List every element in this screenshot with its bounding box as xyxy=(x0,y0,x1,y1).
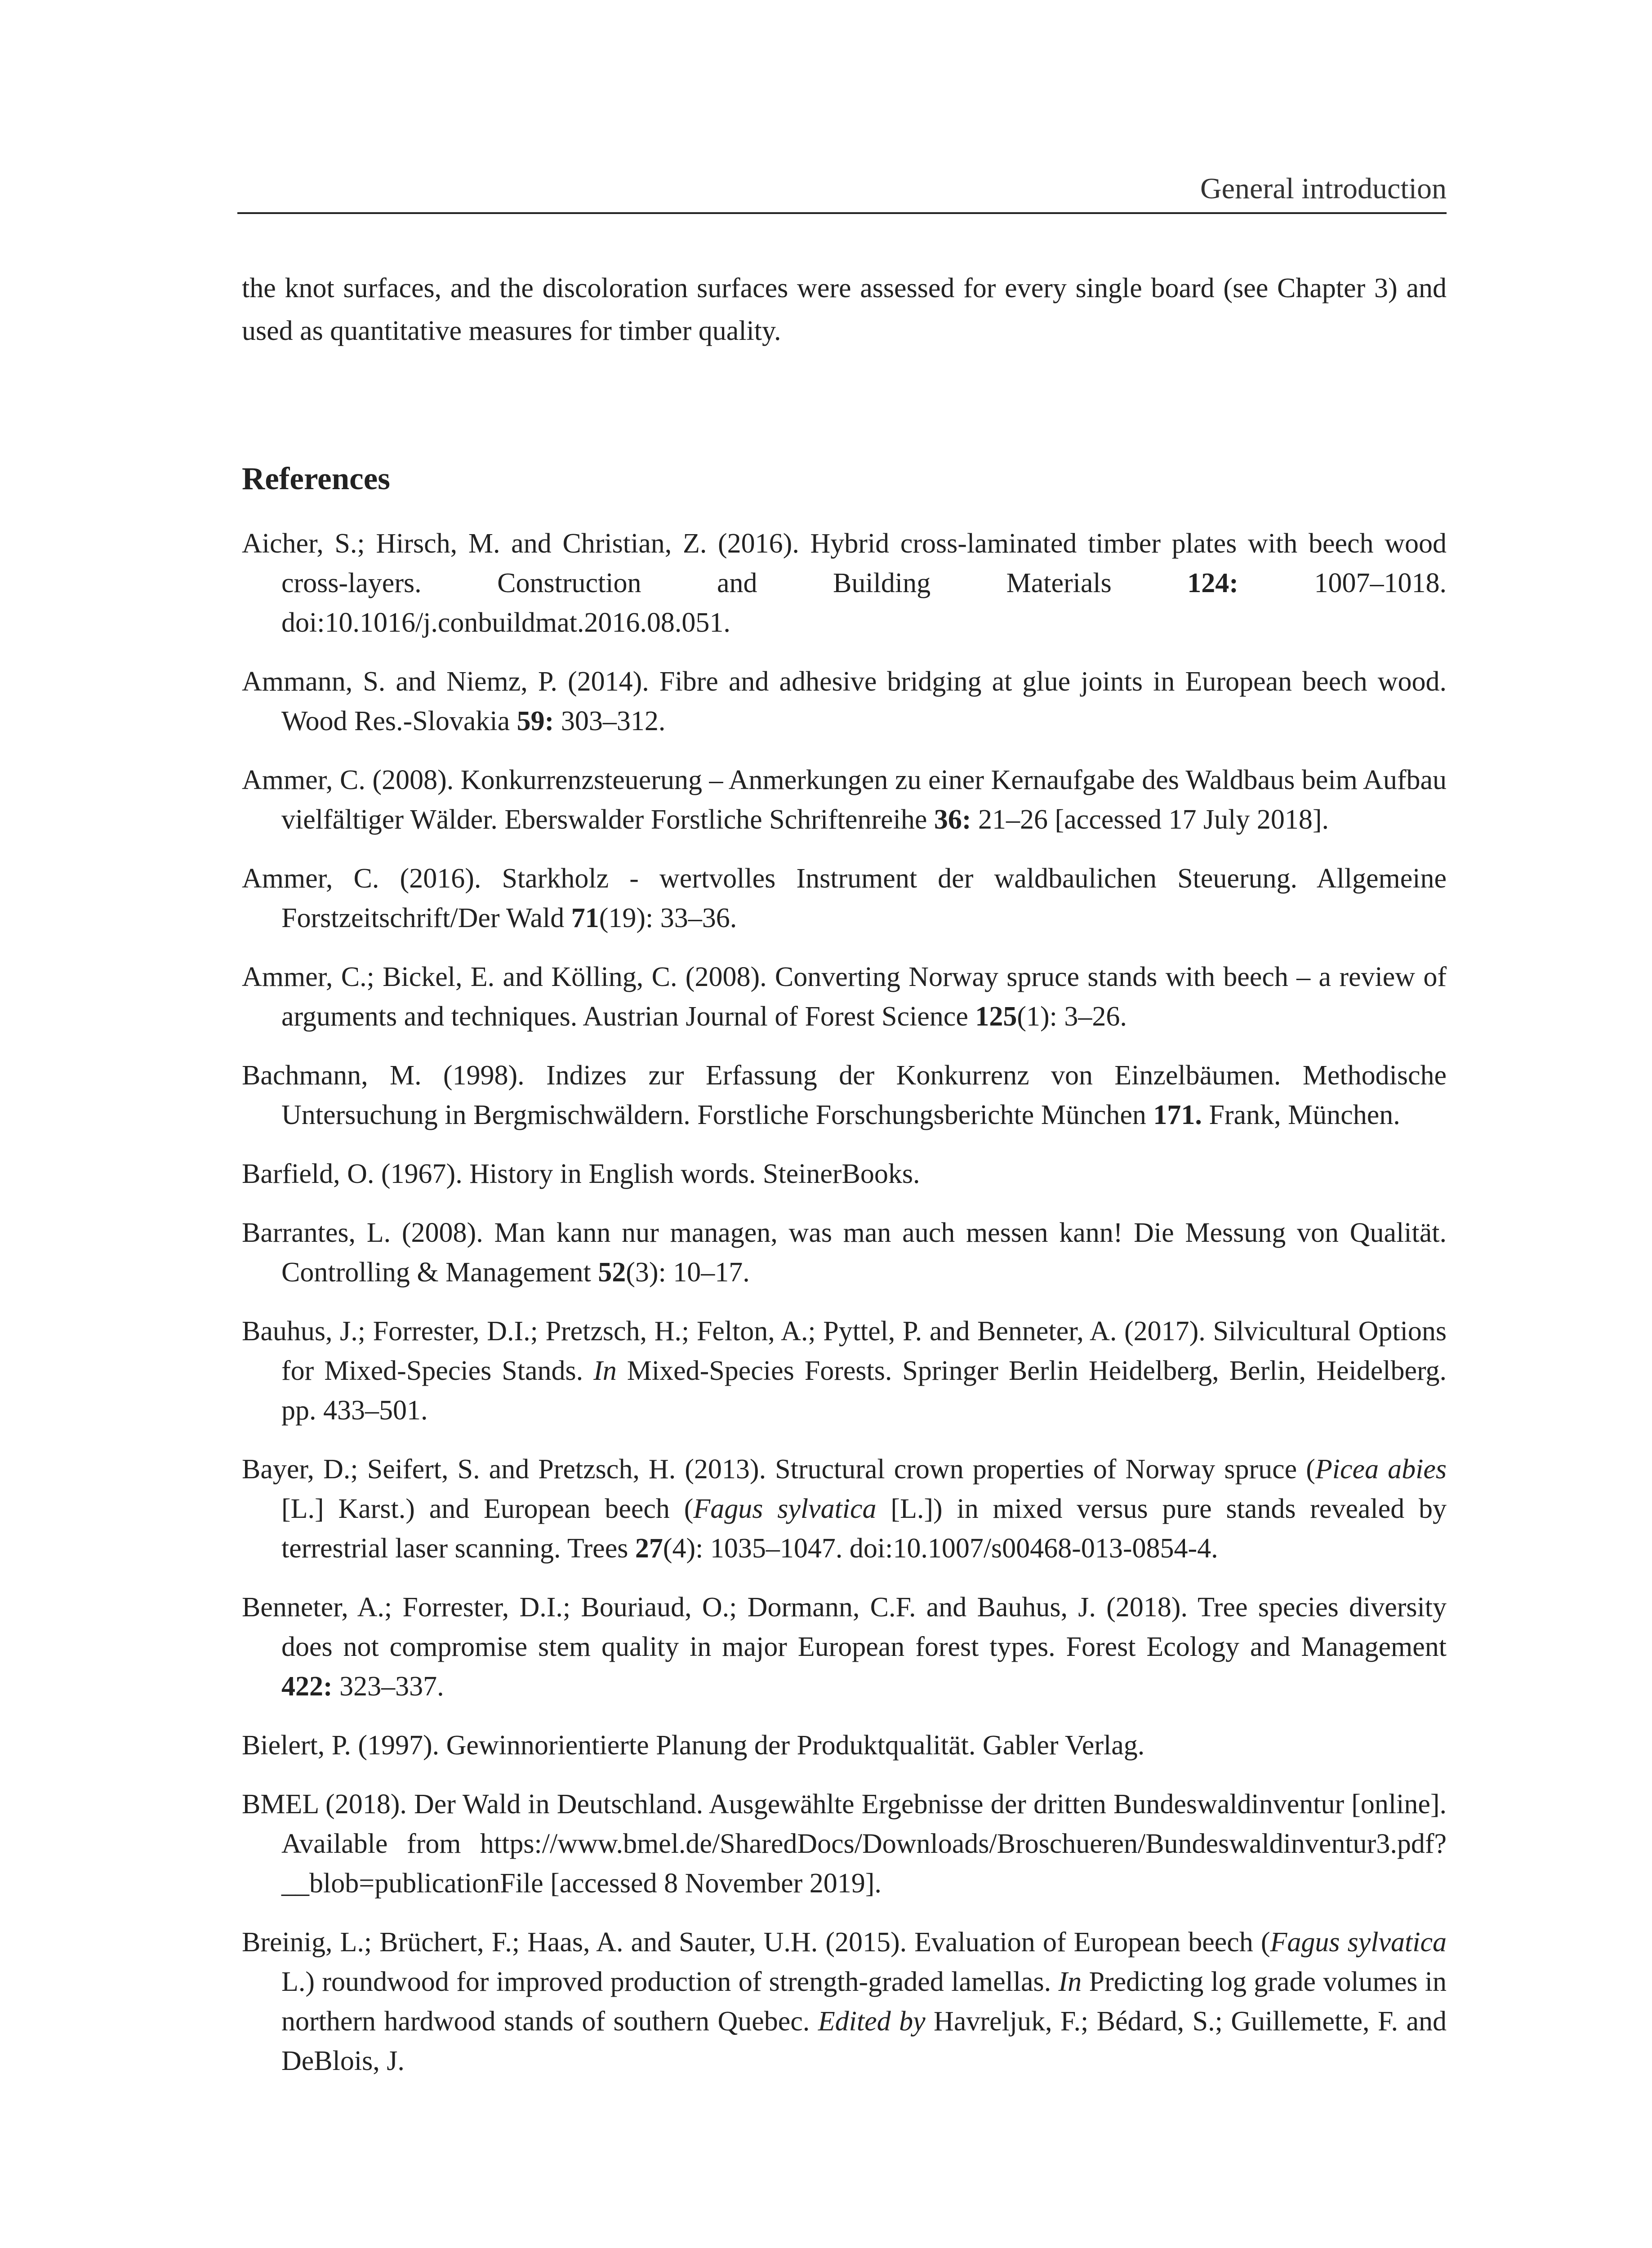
reference-text: Ammann, S. and Niemz, P. (2014). Fibre and adhesive bridging at glue joints in European beech wood. Wood Res.-Slovakia xyxy=(242,666,1447,736)
reference-text: Bielert, P. (1997). Gewinnorientierte Planung der Produktqualität. Gabler Verlag. xyxy=(242,1730,1145,1761)
reference-text: Ammer, C. (2008). Konkurrenzsteuerung – Anmerkungen zu einer Kernaufgabe des Waldbaus beim Aufbau vielfältiger Wälder. Eberswalder Forstliche Schriftenreihe xyxy=(242,765,1447,835)
reference-text: Bachmann, M. (1998). Indizes zur Erfassung der Konkurrenz von Einzelbäumen. Methodische Untersuchung in Bergmischwäldern. Forstliche Forschungsberichte München xyxy=(242,1060,1447,1130)
reference-volume: 422: xyxy=(281,1671,333,1702)
intro-paragraph: the knot surfaces, and the discoloration surfaces were assessed for every single board (see Chapter 3) and used as quantitative measures for timber quality. xyxy=(242,273,1447,346)
header-rule xyxy=(237,212,1447,214)
reference-text: Bauhus, J.; Forrester, D.I.; Pretzsch, H.; Felton, A.; Pyttel, P. and Benneter, A. (2017). Silvicultural Options for Mixed-Species Stands. xyxy=(242,1316,1447,1386)
reference-text: Breinig, L.; Brüchert, F.; Haas, A. and Sauter, U.H. (2015). Evaluation of European beech ( xyxy=(242,1927,1270,1958)
reference-text: Barfield, O. (1967). History in English words. SteinerBooks. xyxy=(242,1159,920,1189)
reference-item xyxy=(242,1450,1447,1568)
reference-item xyxy=(242,1784,1447,1903)
reference-text: (19): 33–36. xyxy=(599,903,737,933)
reference-italic-text: Edited by xyxy=(818,2006,926,2037)
reference-italic-text: In xyxy=(593,1356,617,1386)
reference-text: Barrantes, L. (2008). Man kann nur managen, was man auch messen kann! Die Messung von Qualität. Controlling & Management xyxy=(242,1218,1447,1288)
reference-item xyxy=(242,524,1447,642)
reference-volume: 36: xyxy=(934,804,971,835)
reference-volume: 125 xyxy=(975,1001,1017,1032)
reference-text: Bayer, D.; Seifert, S. and Pretzsch, H. (2013). Structural crown properties of Norway spruce ( xyxy=(242,1454,1315,1485)
reference-text: Aicher, S.; Hirsch, M. and Christian, Z. (2016). Hybrid cross-laminated timber plates with beech wood cross-layers. Construction and Building Materials xyxy=(242,528,1447,598)
reference-text: (3): 10–17. xyxy=(626,1257,750,1288)
reference-item xyxy=(242,1588,1447,1706)
reference-item xyxy=(242,1726,1447,1765)
reference-volume: 52 xyxy=(598,1257,626,1288)
reference-text: L.) roundwood for improved production of strength-graded lamellas. xyxy=(281,1967,1059,1997)
reference-text: [L.]) in mixed versus pure stands revealed by terrestrial laser scanning. Trees xyxy=(281,1494,1447,1564)
reference-text: (1): 3–26. xyxy=(1017,1001,1127,1032)
reference-text: BMEL (2018). Der Wald in Deutschland. Ausgewählte Ergebnisse der dritten Bundeswaldinventur [online]. Available from https://www.bmel.de/SharedDocs/Downloads/Broschueren/Bundeswaldinventur3.pdf?__blob=publicationFile [accessed 8 November 2019]. xyxy=(242,1789,1447,1899)
reference-text: Havreljuk, F.; Bédard, S.; Guillemette, F. and DeBlois, J. xyxy=(281,2006,1447,2076)
reference-volume: 124: xyxy=(1187,568,1238,598)
reference-italic-text: In xyxy=(1058,1967,1082,1997)
reference-text: Mixed-Species Forests. Springer Berlin Heidelberg, Berlin, Heidelberg. pp. 433–501. xyxy=(281,1356,1447,1426)
reference-text: Frank, München. xyxy=(1202,1100,1400,1130)
reference-italic-text: Picea abies xyxy=(1315,1454,1447,1485)
reference-item xyxy=(242,1922,1447,2081)
reference-volume: 27 xyxy=(635,1533,663,1564)
reference-text: 303–312. xyxy=(554,706,666,736)
reference-text: Ammer, C.; Bickel, E. and Kölling, C. (2008). Converting Norway spruce stands with beech – a review of arguments and techniques. Austrian Journal of Forest Science xyxy=(242,962,1447,1032)
reference-text: (4): 1035–1047. doi:10.1007/s00468-013-0854-4. xyxy=(663,1533,1218,1564)
reference-item xyxy=(242,859,1447,938)
reference-item xyxy=(242,1311,1447,1430)
reference-volume: 171. xyxy=(1153,1100,1202,1130)
reference-italic-text: Fagus sylvatica xyxy=(693,1494,877,1524)
reference-item xyxy=(242,1154,1447,1194)
reference-text: 323–337. xyxy=(332,1671,444,1702)
reference-item xyxy=(242,662,1447,741)
reference-volume: 71 xyxy=(571,903,599,933)
reference-text: [L.] Karst.) and European beech ( xyxy=(281,1494,694,1524)
reference-text: Ammer, C. (2016). Starkholz - wertvolles Instrument der waldbaulichen Steuerung. Allgemeine Forstzeitschrift/Der Wald xyxy=(242,863,1447,933)
references-heading: References xyxy=(242,461,390,496)
reference-text: Benneter, A.; Forrester, D.I.; Bouriaud, O.; Dormann, C.F. and Bauhus, J. (2018). Tree species diversity does not compromise stem quality in major European forest types. Forest Ecology and Management xyxy=(242,1592,1447,1662)
reference-volume: 59: xyxy=(517,706,554,736)
running-header: General introduction xyxy=(1200,172,1447,205)
reference-text: 1007–1018. doi:10.1016/j.conbuildmat.2016.08.051. xyxy=(281,568,1447,638)
reference-italic-text: Fagus sylvatica xyxy=(1270,1927,1447,1958)
reference-text: Predicting log grade volumes in northern hardwood stands of southern Quebec. xyxy=(281,1967,1447,2037)
reference-item xyxy=(242,957,1447,1036)
reference-item xyxy=(242,1056,1447,1135)
reference-list xyxy=(242,524,1447,2100)
reference-item xyxy=(242,1213,1447,1292)
reference-item xyxy=(242,760,1447,839)
reference-text: 21–26 [accessed 17 July 2018]. xyxy=(971,804,1329,835)
